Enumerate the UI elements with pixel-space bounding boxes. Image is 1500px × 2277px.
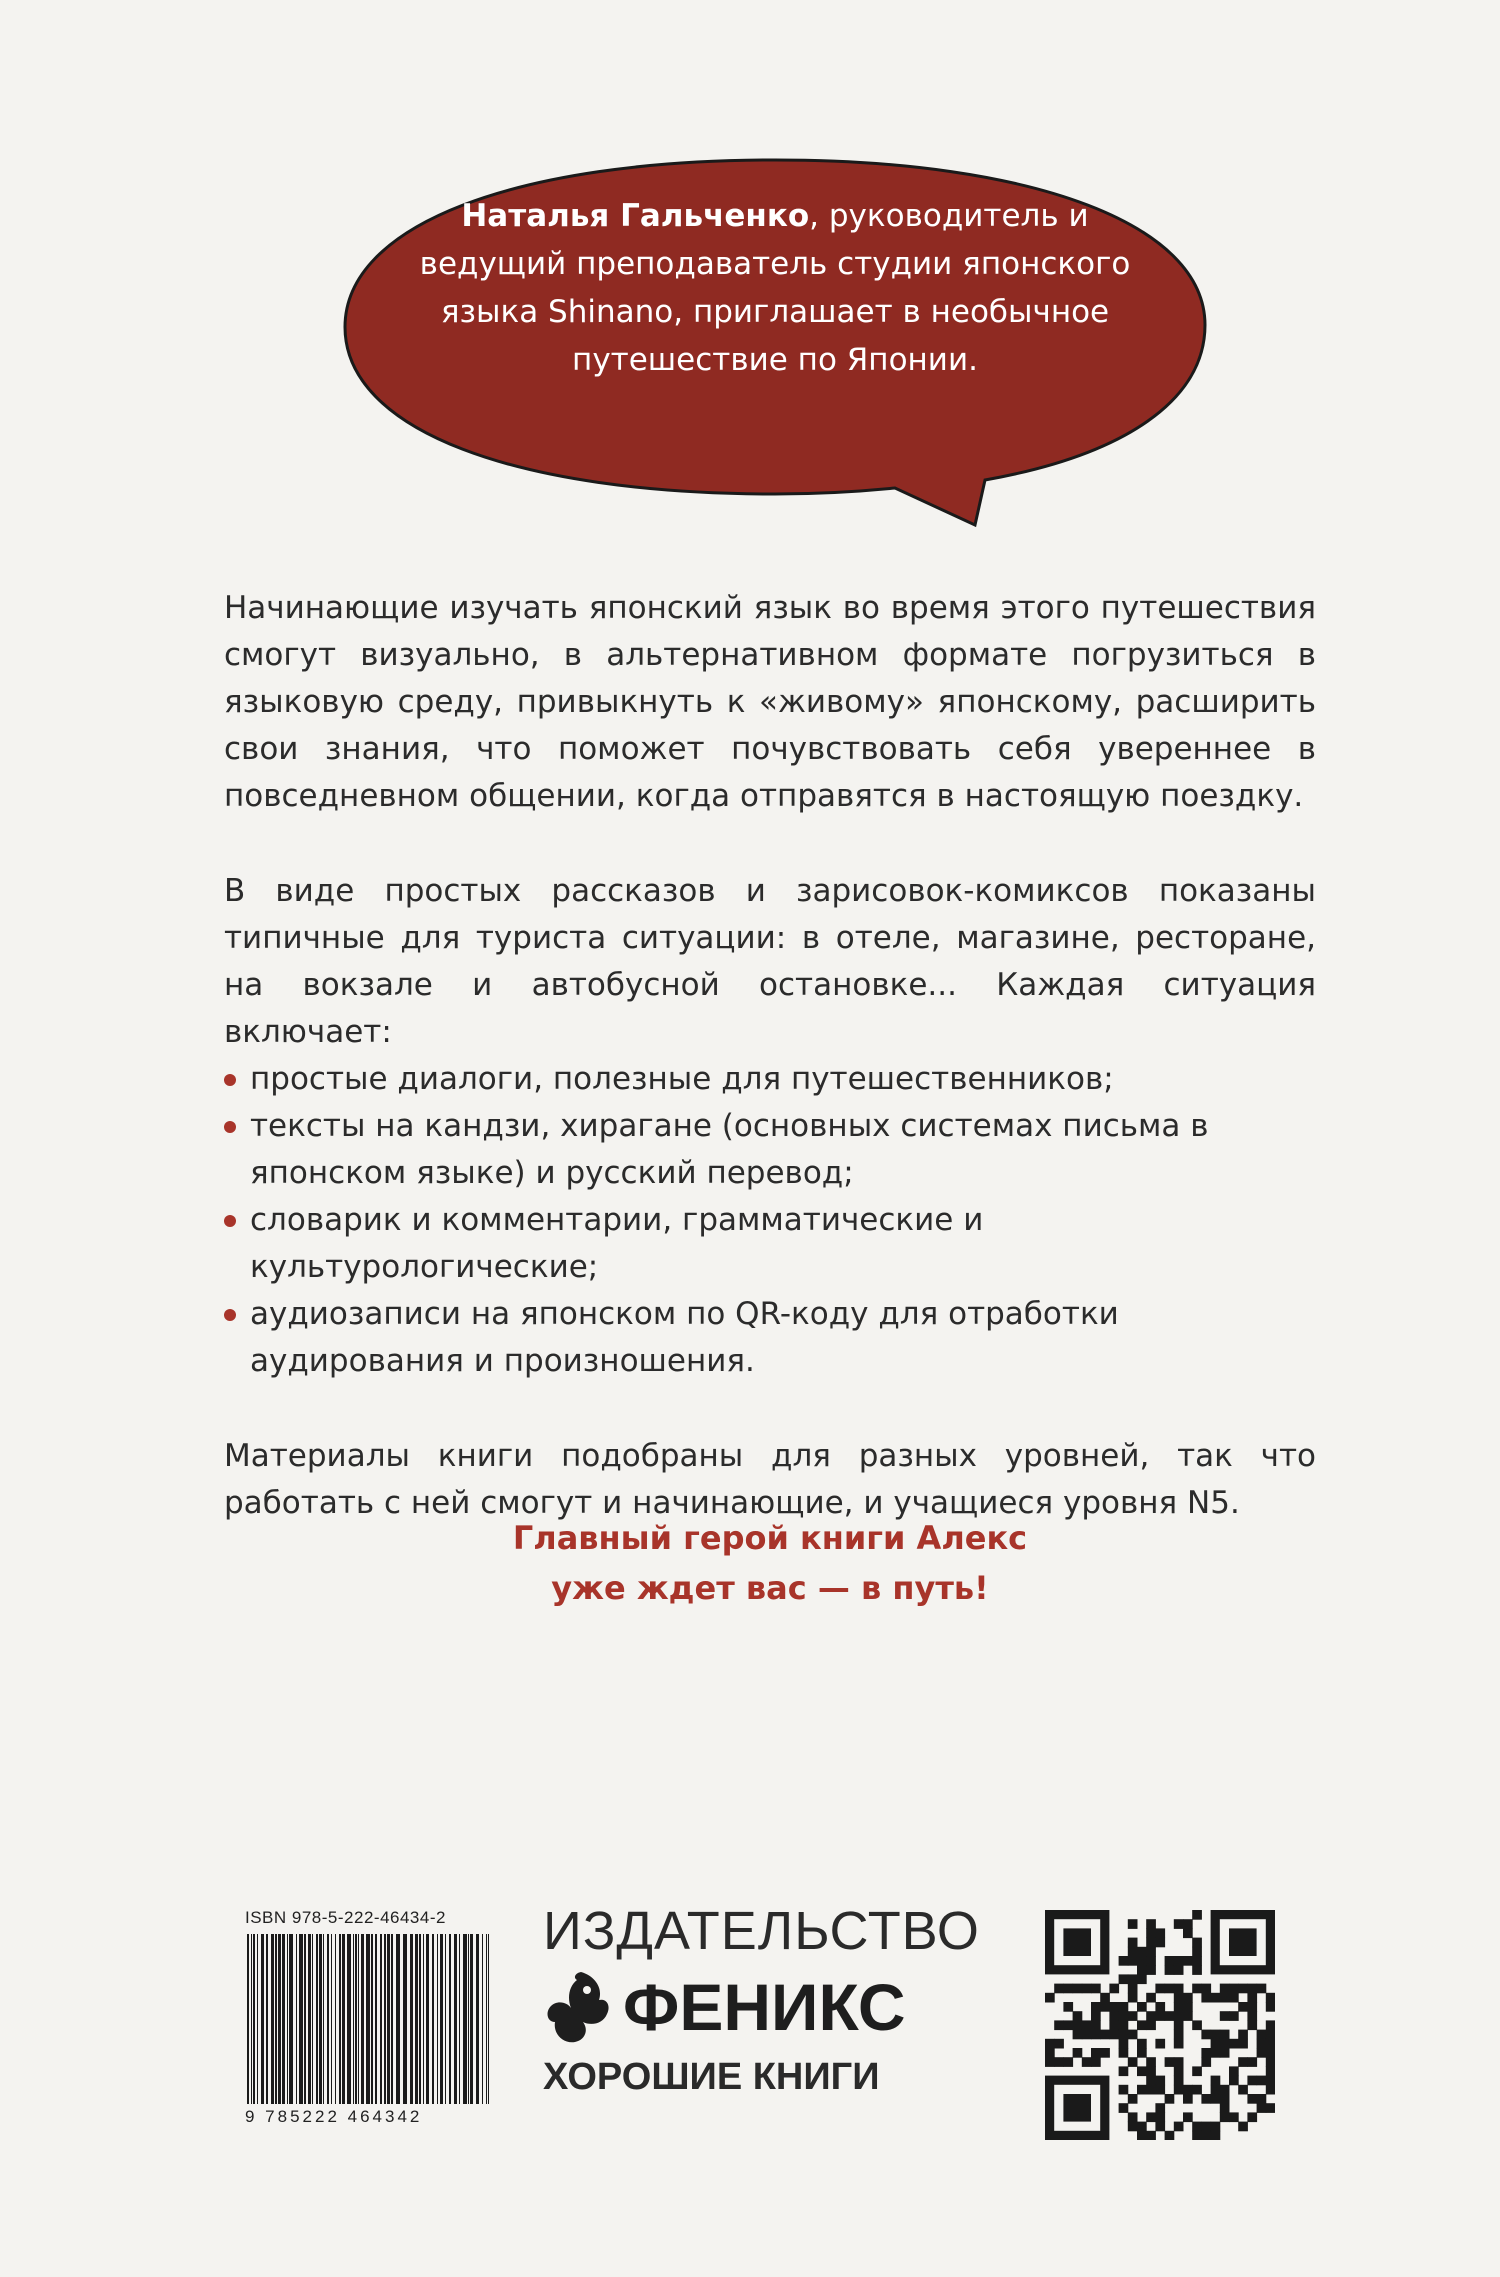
barcode-digits: 9 785222 464342 — [245, 2107, 423, 2126]
isbn-label: ISBN 978-5-222-46434-2 — [245, 1908, 446, 1927]
phoenix-icon — [543, 1968, 613, 2046]
list-item: аудиозаписи на японском по QR-коду для отработки аудирования и произношения. — [224, 1291, 1316, 1385]
slogan-line-1: Главный герой книги Алекс — [512, 1519, 1028, 1557]
paragraph-1: Начинающие изучать японский язык во время этого путешествия смогут визуально, в альтернативном формате погрузиться в языковую среду, привыкнуть к «живому» японскому, расширить свои знания, что поможет почувствовать себя увереннее в повседневном общении, когда отправятся в настоящую поездку. — [224, 590, 1316, 814]
publisher-name-row — [543, 1962, 1023, 2052]
publisher-logo — [543, 1900, 1023, 2102]
publisher-name: ФЕНИКС — [623, 1970, 906, 2044]
paragraph-2: В виде простых рассказов и зарисовок-комиксов показаны типичные для туриста ситуации: в отеле, магазине, ресторане, на вокзале и автобусной остановке... Каждая ситуация включает: — [224, 873, 1316, 1050]
paragraph-3: Материалы книги подобраны для разных уровней, так что работать с ней смогут и начинающие, и учащиеся уровня N5. — [224, 1438, 1316, 1521]
slogan-line-2: уже ждет вас — в путь! — [551, 1569, 989, 1607]
publisher-tagline: ХОРОШИЕ КНИГИ — [543, 2056, 880, 2098]
description — [224, 585, 1316, 1558]
list-item: словарик и комментарии, грамматические и культурологические; — [224, 1197, 1316, 1291]
barcode-icon — [245, 1934, 495, 2109]
slogan — [224, 1513, 1316, 1613]
publisher-line-1: ИЗДАТЕЛЬСТВО — [543, 1901, 980, 1961]
barcode-block — [245, 1908, 495, 2148]
list-item: простые диалоги, полезные для путешественников; — [224, 1056, 1316, 1103]
qr-code-icon — [1045, 1910, 1275, 2140]
bubble-text — [395, 192, 1155, 384]
list-item: тексты на кандзи, хирагане (основных системах письма в японском языке) и русский перевод; — [224, 1103, 1316, 1197]
author-name: Наталья Гальченко — [461, 198, 810, 234]
bubble-rest: , руководитель и ведущий преподаватель студии японского языка Shinano, приглашает в необычное путешествие по Японии. — [419, 198, 1131, 378]
speech-bubble — [335, 150, 1215, 530]
feature-list — [224, 1056, 1316, 1385]
